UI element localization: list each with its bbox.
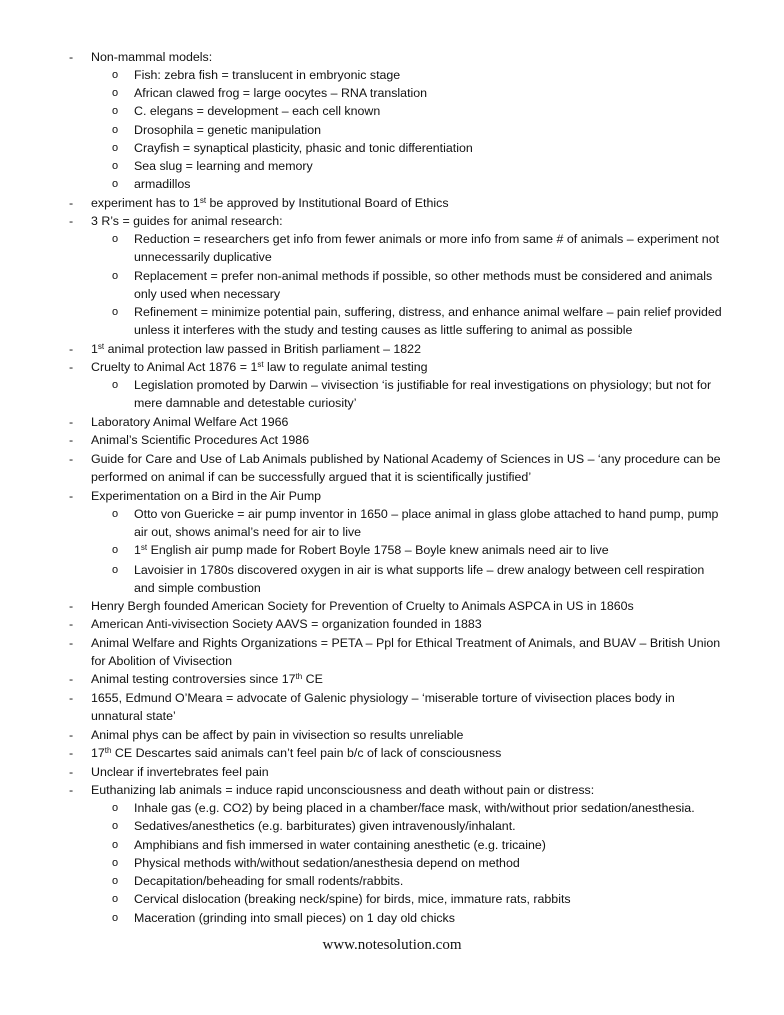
- bullet-item: [69, 48, 727, 66]
- circle-bullet-icon: o: [112, 87, 119, 99]
- bullet-item: [69, 487, 727, 505]
- item-text: Maceration (grinding into small pieces) on 1 day old chicks: [134, 911, 455, 925]
- item-text: Sea slug = learning and memory: [134, 159, 313, 173]
- item-text: experiment has to 1st be approved by Institutional Board of Ethics: [91, 196, 449, 210]
- dash-marker: -: [69, 360, 74, 374]
- dash-marker: -: [69, 196, 74, 210]
- item-text: Lavoisier in 1780s discovered oxygen in air is what supports life – drew analogy between cell respiration and simple combustion: [134, 563, 705, 596]
- item-text: Crayfish = synaptical plasticity, phasic and tonic differentiation: [134, 141, 473, 155]
- sub-bullet-item: [112, 175, 728, 193]
- dash-marker: -: [69, 452, 74, 466]
- dash-marker: -: [69, 728, 74, 742]
- dash-marker: -: [69, 617, 74, 631]
- sub-bullet-item: [112, 121, 728, 139]
- dash-marker: -: [69, 783, 74, 797]
- circle-bullet-icon: o: [112, 857, 119, 869]
- dash-marker: -: [69, 489, 74, 503]
- item-text: Drosophila = genetic manipulation: [134, 123, 322, 137]
- item-text: Replacement = prefer non-animal methods if possible, so other methods must be considered and animals only used when necessary: [134, 269, 713, 302]
- dash-marker: -: [69, 214, 74, 228]
- circle-bullet-icon: o: [112, 124, 119, 136]
- circle-bullet-icon: o: [112, 802, 119, 814]
- circle-bullet-icon: o: [112, 178, 119, 190]
- dash-marker: -: [69, 433, 74, 447]
- sub-bullet-item: [112, 84, 728, 102]
- item-text: Reduction = researchers get info from fewer animals or more info from same # of animals – experiment not unnecessarily duplicative: [134, 232, 720, 265]
- circle-bullet-icon: o: [112, 564, 119, 576]
- dash-marker: -: [69, 50, 74, 64]
- footer-url: www.notesolution.com: [322, 937, 462, 953]
- item-text: African clawed frog = large oocytes – RNA translation: [134, 86, 428, 100]
- bullet-item: [69, 763, 727, 781]
- bullet-item: [69, 597, 727, 615]
- item-text: Animal Welfare and Rights Organizations = PETA – Ppl for Ethical Treatment of Animals, and BUAV – British Union for Abolition of Vivisection: [91, 636, 721, 669]
- item-text: American Anti-vivisection Society AAVS = organization founded in 1883: [91, 617, 482, 631]
- dash-marker: -: [69, 599, 74, 613]
- item-text: Animal phys can be affect by pain in vivisection so results unreliable: [91, 728, 464, 742]
- sub-bullet-item: [112, 872, 728, 890]
- sub-bullet-item: [112, 799, 728, 817]
- sub-bullet-item: [112, 854, 728, 872]
- bullet-item: [69, 431, 727, 449]
- sub-bullet-item: [112, 267, 728, 303]
- item-text: 17th CE Descartes said animals can’t feel pain b/c of lack of consciousness: [91, 746, 502, 760]
- sub-bullet-item: [112, 139, 728, 157]
- item-text: Laboratory Animal Welfare Act 1966: [91, 415, 289, 429]
- item-text: Decapitation/beheading for small rodents/rabbits.: [134, 874, 404, 888]
- item-text: Legislation promoted by Darwin – vivisection ‘is justifiable for real investigations on physiology; but not for mere damnable and detestable curiosity’: [134, 378, 712, 411]
- dash-marker: -: [69, 765, 74, 779]
- sub-bullet-item: [112, 102, 728, 120]
- circle-bullet-icon: o: [112, 379, 119, 391]
- dash-marker: -: [69, 636, 74, 650]
- item-text: Refinement = minimize potential pain, suffering, distress, and enhance animal welfare – pain relief provided unless it interferes with the study and testing causes as little suffering to animal as possible: [134, 305, 722, 338]
- sub-bullet-item: [112, 817, 728, 835]
- bullet-item: [69, 781, 727, 799]
- sub-bullet-item: [112, 909, 728, 927]
- item-text: Fish: zebra fish = translucent in embryonic stage: [134, 68, 401, 82]
- circle-bullet-icon: o: [112, 508, 119, 520]
- item-text: Amphibians and fish immersed in water containing anesthetic (e.g. tricaine): [134, 838, 546, 852]
- bullet-item: [69, 450, 727, 486]
- item-text: Unclear if invertebrates feel pain: [91, 765, 269, 779]
- bullet-item: [69, 744, 727, 762]
- item-text: Otto von Guericke = air pump inventor in 1650 – place animal in glass globe attached to hand pump, pump air out, shows animal’s need for air to live: [134, 507, 719, 540]
- item-text: Physical methods with/without sedation/anesthesia depend on method: [134, 856, 520, 870]
- item-text: Experimentation on a Bird in the Air Pump: [91, 489, 322, 503]
- circle-bullet-icon: o: [112, 105, 119, 117]
- item-text: Animal testing controversies since 17th CE: [91, 672, 323, 686]
- sub-bullet-item: [112, 303, 728, 339]
- bullet-item: [69, 689, 727, 725]
- item-text: Animal’s Scientific Procedures Act 1986: [91, 433, 310, 447]
- bullet-item: [69, 726, 727, 744]
- item-text: 3 R’s = guides for animal research:: [91, 214, 283, 228]
- item-text: Non-mammal models:: [91, 50, 213, 64]
- dash-marker: -: [69, 342, 74, 356]
- item-text: Inhale gas (e.g. CO2) by being placed in a chamber/face mask, with/without prior sedation/anesthesia.: [134, 801, 695, 815]
- bullet-item: [69, 340, 727, 358]
- circle-bullet-icon: o: [112, 912, 119, 924]
- bullet-item: [69, 670, 727, 688]
- item-text: 1st English air pump made for Robert Boyle 1758 – Boyle knew animals need air to live: [134, 543, 609, 557]
- item-text: armadillos: [134, 177, 191, 191]
- circle-bullet-icon: o: [112, 160, 119, 172]
- sub-bullet-item: [112, 376, 728, 412]
- dash-marker: -: [69, 415, 74, 429]
- sub-bullet-item: [112, 66, 728, 84]
- dash-marker: -: [69, 672, 74, 686]
- item-text: Euthanizing lab animals = induce rapid unconsciousness and death without pain or distress:: [91, 783, 595, 797]
- circle-bullet-icon: o: [112, 893, 119, 905]
- item-text: C. elegans = development – each cell known: [134, 104, 381, 118]
- circle-bullet-icon: o: [112, 270, 119, 282]
- circle-bullet-icon: o: [112, 544, 119, 556]
- circle-bullet-icon: o: [112, 839, 119, 851]
- circle-bullet-icon: o: [112, 142, 119, 154]
- bullet-item: [69, 194, 727, 212]
- item-text: Cervical dislocation (breaking neck/spine) for birds, mice, immature rats, rabbits: [134, 892, 571, 906]
- circle-bullet-icon: o: [112, 820, 119, 832]
- circle-bullet-icon: o: [112, 69, 119, 81]
- bullet-item: [69, 615, 727, 633]
- sub-bullet-item: [112, 890, 728, 908]
- dash-marker: -: [69, 691, 74, 705]
- bullet-item: [69, 413, 727, 431]
- sub-bullet-item: [112, 157, 728, 175]
- item-text: 1st animal protection law passed in British parliament – 1822: [91, 342, 421, 356]
- item-text: Sedatives/anesthetics (e.g. barbiturates) given intravenously/inhalant.: [134, 819, 516, 833]
- circle-bullet-icon: o: [112, 875, 119, 887]
- bullet-item: [69, 634, 727, 670]
- item-text: Henry Bergh founded American Society for Prevention of Cruelty to Animals ASPCA in US in 1860s: [91, 599, 634, 613]
- dash-marker: -: [69, 746, 74, 760]
- sub-bullet-item: [112, 230, 728, 266]
- sub-bullet-item: [112, 505, 728, 541]
- item-text: Cruelty to Animal Act 1876 = 1st law to regulate animal testing: [91, 360, 428, 374]
- circle-bullet-icon: o: [112, 306, 119, 318]
- item-text: 1655, Edmund O’Meara = advocate of Galenic physiology – ‘miserable torture of vivisection places body in unnatural state’: [91, 691, 675, 724]
- item-text: Guide for Care and Use of Lab Animals published by National Academy of Sciences in US – ‘any procedure can be performed on animal if can be successfully argued that it is scientifically justified’: [91, 452, 721, 485]
- bullet-item: [69, 358, 727, 376]
- sub-bullet-item: [112, 541, 728, 559]
- sub-bullet-item: [112, 836, 728, 854]
- bullet-item: [69, 212, 727, 230]
- circle-bullet-icon: o: [112, 233, 119, 245]
- sub-bullet-item: [112, 561, 728, 597]
